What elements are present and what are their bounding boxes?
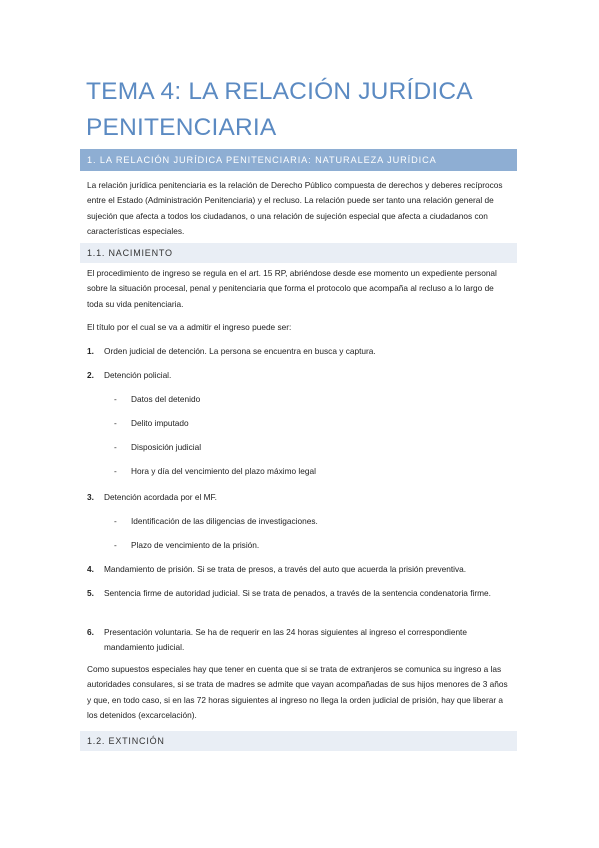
sub-list-dash: - [114,466,117,476]
sub-list-dash: - [114,516,117,526]
list-item-text: Detención acordada por el MF. [104,492,217,502]
list-item-number: 1. [87,346,94,356]
sub-list-dash: - [114,540,117,550]
section-1-paragraph: La relación jurídica penitenciaria es la relación de Derecho Público compuesta de derechos y deberes recíprocos entre el Estado (Administración Penitenciaria) y el recluso. La relación puede ser tanto una relación general de sujeción que afecta a todos los ciudadanos, o una relación de sujeción especial que afecta a ciudadanos con características especiales. [87,180,503,236]
list-item-number: 5. [87,588,94,598]
nacimiento-paragraph-2: El título por el cual se va a admitir el ingreso puede ser: [87,322,292,332]
list-item-number: 6. [87,627,94,637]
section-heading-1-1: 1.1. NACIMIENTO [80,243,517,263]
nacimiento-paragraph-3: Como supuestos especiales hay que tener en cuenta que si se trata de extranjeros se comunica su ingreso a las autoridades consulares, si se trata de madres se admite que vayan acompañadas de sus hijos menores de 3 años y que, en todo caso, si en las 72 horas siguientes al ingreso no llega la orden judicial de prisión, hay que liberar a los detenidos (excarcelación). [87,664,508,720]
page-title: TEMA 4: LA RELACIÓN JURÍDICA PENITENCIARIA [86,78,472,141]
sub-list-item: Hora y día del vencimiento del plazo máximo legal [131,466,316,476]
sub-list-item: Delito imputado [131,418,189,428]
list-item-text: Mandamiento de prisión. Si se trata de presos, a través del auto que acuerda la prisión preventiva. [104,564,467,574]
list-item-number: 2. [87,370,94,380]
list-item-text: Sentencia firme de autoridad judicial. Si se trata de penados, a través de la sentencia condenatoria firme. [104,588,491,598]
sub-list-item: Datos del detenido [131,394,201,404]
sub-list-dash: - [114,418,117,428]
nacimiento-paragraph-1: El procedimiento de ingreso se regula en el art. 15 RP, abriéndose desde ese momento un expediente personal sobre la situación procesal, penal y penitenciaria que forma el protocolo que acompaña al recluso a lo largo de toda su vida penitenciaria. [87,268,497,309]
sub-list-item: Plazo de vencimiento de la prisión. [131,540,260,550]
list-item-text: Presentación voluntaria. Se ha de requerir en las 24 horas siguientes al ingreso el correspondiente mandamiento judicial. [104,627,467,653]
sub-list-item: Disposición judicial [131,442,202,452]
list-item-number: 4. [87,564,94,574]
sub-list-dash: - [114,442,117,452]
list-item-text: Orden judicial de detención. La persona se encuentra en busca y captura. [104,346,376,356]
list-item-number: 3. [87,492,94,502]
sub-list-dash: - [114,394,117,404]
section-heading-1-2: 1.2. EXTINCIÓN [80,731,517,751]
section-heading-1: 1. LA RELACIÓN JURÍDICA PENITENCIARIA: NATURALEZA JURÍDICA [80,149,517,171]
list-item-text: Detención policial. [104,370,172,380]
sub-list-item: Identificación de las diligencias de investigaciones. [131,516,318,526]
